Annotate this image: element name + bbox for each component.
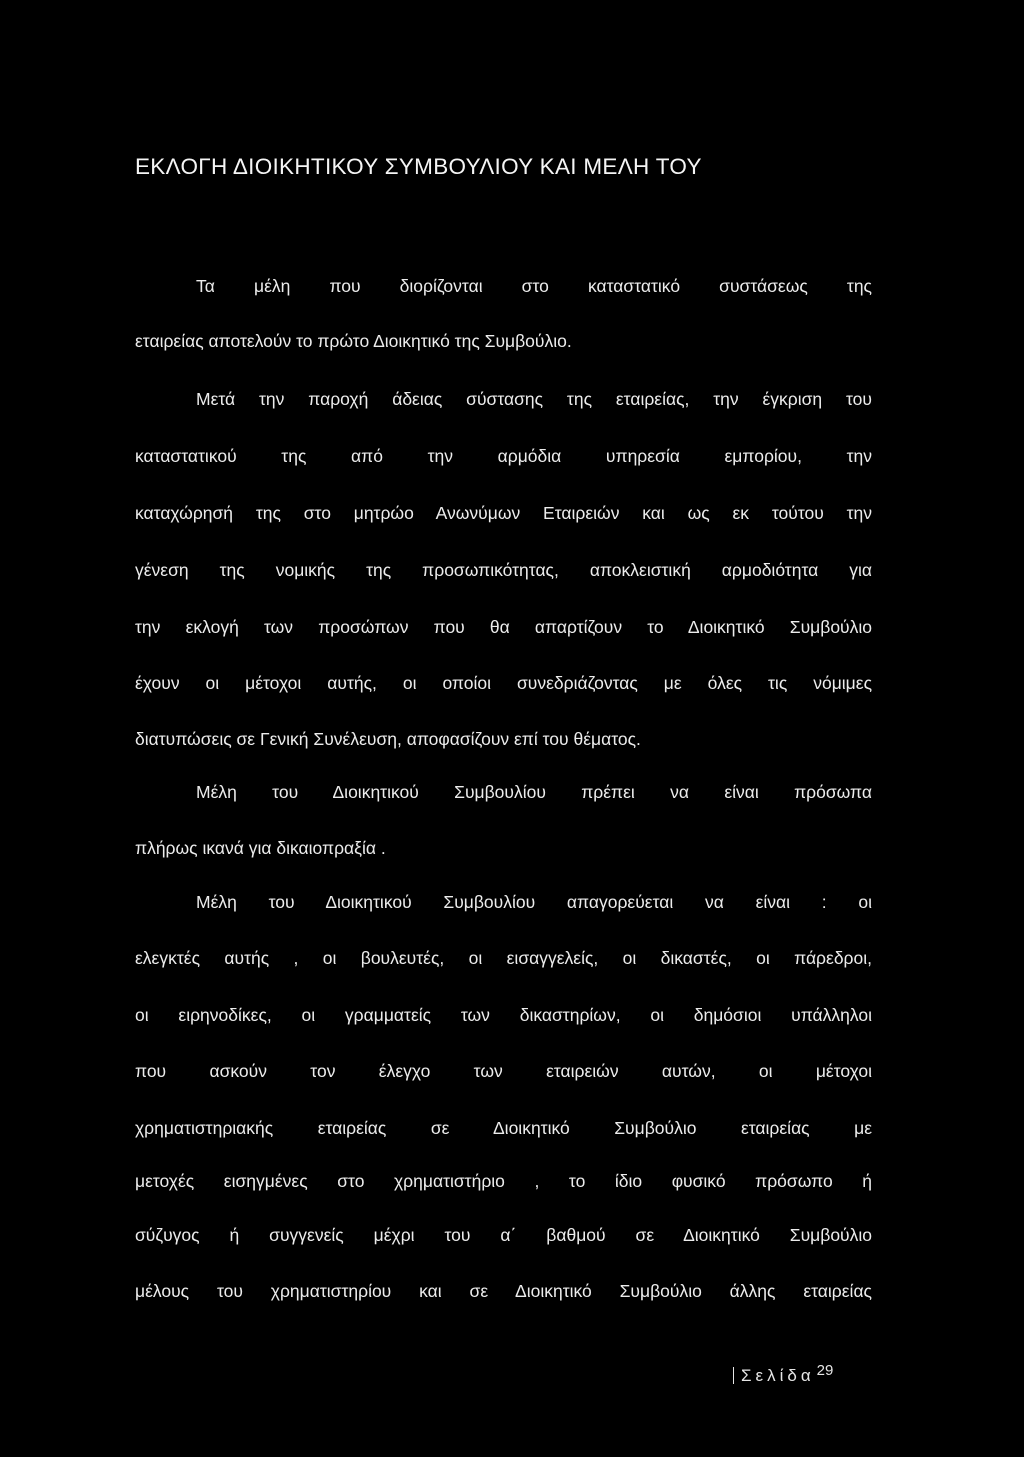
- paragraph-line: καταστατικού της από την αρμόδια υπηρεσία εμπορίου, την: [135, 446, 872, 466]
- page-footer: [733, 1362, 833, 1386]
- paragraph-line: εταιρείας αποτελούν το πρώτο Διοικητικό της Συμβούλιο.: [135, 331, 572, 351]
- document-title: ΕΚΛΟΓΗ ΔΙΟΙΚΗΤΙΚΟΥ ΣΥΜΒΟΥΛΙΟΥ ΚΑΙ ΜΕΛΗ ΤΟΥ: [135, 154, 702, 179]
- paragraph-line: χρηματιστηριακής εταιρείας σε Διοικητικό Συμβούλιο εταιρείας με: [135, 1118, 872, 1138]
- paragraph-line: την εκλογή των προσώπων που θα απαρτίζουν το Διοικητικό Συμβούλιο: [135, 617, 872, 637]
- paragraph-line: Μέλη του Διοικητικού Συμβουλίου απαγορεύεται να είναι : οι: [196, 892, 872, 912]
- paragraph-line: μέλους του χρηματιστηρίου και σε Διοικητικό Συμβούλιο άλλης εταιρείας: [135, 1281, 872, 1301]
- paragraph-line: σύζυγος ή συγγενείς μέχρι του α΄ βαθμού σε Διοικητικό Συμβούλιο: [135, 1225, 872, 1245]
- footer-divider: [733, 1367, 734, 1384]
- paragraph-line: πλήρως ικανά για δικαιοπραξία .: [135, 838, 386, 858]
- page-number: 29: [816, 1362, 834, 1379]
- paragraph-line: έχουν οι μέτοχοι αυτής, οι οποίοι συνεδριάζοντας με όλες τις νόμιμες: [135, 673, 872, 693]
- paragraph-line: Μετά την παροχή άδειας σύστασης της εταιρείας, την έγκριση του: [196, 389, 872, 409]
- paragraph-line: Μέλη του Διοικητικού Συμβουλίου πρέπει να είναι πρόσωπα: [196, 782, 872, 802]
- paragraph-line: που ασκούν τον έλεγχο των εταιρειών αυτών, οι μέτοχοι: [135, 1061, 872, 1081]
- paragraph-line: οι ειρηνοδίκες, οι γραμματείς των δικαστηρίων, οι δημόσιοι υπάλληλοι: [135, 1005, 872, 1025]
- paragraph-line: γένεση της νομικής της προσωπικότητας, αποκλειστική αρμοδιότητα για: [135, 560, 872, 580]
- paragraph-line: ελεγκτές αυτής , οι βουλευτές, οι εισαγγελείς, οι δικαστές, οι πάρεδροι,: [135, 948, 872, 968]
- paragraph-line: καταχώρησή της στο μητρώο Ανωνύμων Εταιρειών και ως εκ τούτου την: [135, 503, 872, 523]
- paragraph-line: Τα μέλη που διορίζονται στο καταστατικό συστάσεως της: [196, 276, 872, 296]
- page-label: Σελίδα: [741, 1366, 815, 1385]
- paragraph-line: μετοχές εισηγμένες στο χρηματιστήριο , το ίδιο φυσικό πρόσωπο ή: [135, 1171, 872, 1191]
- paragraph-line: διατυπώσεις σε Γενική Συνέλευση, αποφασίζουν επί του θέματος.: [135, 729, 641, 749]
